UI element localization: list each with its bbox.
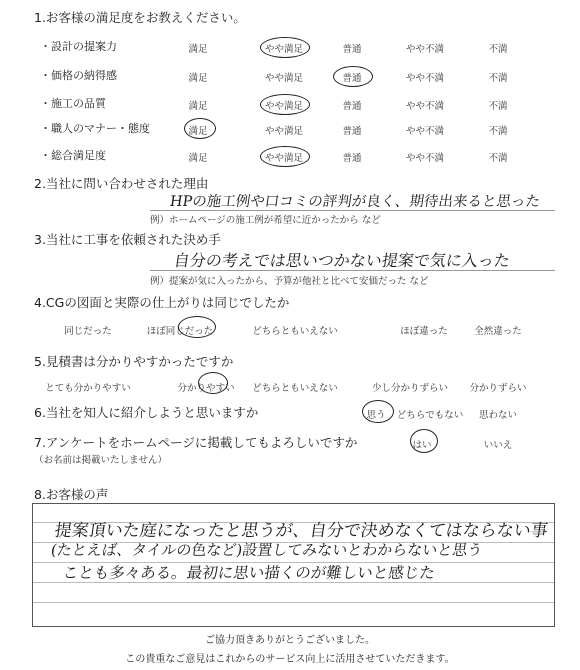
q1-row4-opt-2[interactable]: やや満足: [264, 126, 303, 137]
selection-circle: [198, 372, 228, 394]
q1-row5-opt-3[interactable]: 普通: [342, 153, 362, 164]
q8-comment-line: 提案頂いた庭になったと思うが、自分で決めなくてはならない事: [53, 521, 550, 541]
q6-option[interactable]: 思わない: [478, 410, 517, 421]
ruled-line: [33, 602, 554, 603]
q1-row4-opt-4[interactable]: やや不満: [405, 126, 444, 137]
q1-row5-opt-4[interactable]: やや不満: [405, 153, 444, 164]
q1-row3-opt-2[interactable]: やや満足: [264, 101, 303, 112]
q1-row1-opt-2[interactable]: やや満足: [264, 44, 303, 55]
q1-row4-opt-1[interactable]: 満足: [188, 126, 208, 137]
q4-option[interactable]: ほぼ同じだった: [146, 326, 214, 337]
q1-row1-opt-5[interactable]: 不満: [488, 44, 508, 55]
q1-row3-opt-4[interactable]: やや不満: [405, 101, 444, 112]
q3-answer-line: [150, 270, 555, 271]
q4-option[interactable]: 同じだった: [64, 326, 112, 337]
q7-title: 7.アンケートをホームページに掲載してもよろしいですか: [34, 435, 358, 450]
q8-title: 8.お客様の声: [34, 487, 109, 502]
q1-title: 1.お客様の満足度をお教えください。: [34, 10, 246, 25]
q1-row-label: ・価格の納得感: [40, 69, 117, 82]
q2-title: 2.当社に問い合わせされた理由: [34, 176, 209, 191]
selection-circle: [410, 429, 438, 453]
q1-row3-opt-3[interactable]: 普通: [342, 101, 362, 112]
q1-row5-opt-2[interactable]: やや満足: [264, 153, 303, 164]
q1-row-label: ・設計の提案力: [40, 40, 117, 53]
q1-row2-opt-4[interactable]: やや不満: [405, 73, 444, 84]
q4-option[interactable]: ほぼ違った: [400, 326, 448, 337]
q1-row2-opt-5[interactable]: 不満: [488, 73, 508, 84]
q6-option[interactable]: どちらでもない: [396, 410, 464, 421]
q7-note: （お名前は掲載いたしません）: [34, 455, 168, 466]
q5-option[interactable]: どちらともいえない: [252, 383, 338, 394]
q1-row5-opt-5[interactable]: 不満: [488, 153, 508, 164]
q5-option[interactable]: とても分かりやすい: [45, 383, 131, 394]
selection-circle: [362, 400, 394, 423]
q8-comment-line: ことも多々ある。最初に思い描くのが難しいと感じた: [61, 564, 437, 582]
q2-answer[interactable]: HPの施工例や口コミの評判が良く、期待出来ると思った: [168, 194, 542, 210]
q6-title: 6.当社を知人に紹介しようと思いますか: [34, 405, 259, 420]
q1-row5-opt-1[interactable]: 満足: [188, 153, 208, 164]
q5-option[interactable]: 分かりやすい: [177, 383, 235, 394]
q7-option[interactable]: はい: [412, 440, 432, 451]
q3-title: 3.当社に工事を依頼された決め手: [34, 232, 221, 247]
q1-row3-opt-1[interactable]: 満足: [188, 101, 208, 112]
q1-row1-opt-3[interactable]: 普通: [342, 44, 362, 55]
selection-circle: [333, 66, 373, 87]
selection-circle: [178, 316, 216, 338]
selection-circle: [260, 94, 310, 115]
q1-row-label: ・職人のマナー・態度: [40, 122, 150, 135]
q1-row2-opt-3[interactable]: 普通: [342, 73, 362, 84]
q7-option[interactable]: いいえ: [483, 440, 513, 451]
q1-row3-opt-5[interactable]: 不満: [488, 101, 508, 112]
q5-option[interactable]: 少し分かりずらい: [371, 383, 448, 394]
q3-hint: 例）提案が気に入ったから、予算が他社と比べて安価だった など: [150, 276, 429, 287]
q5-option[interactable]: 分かりずらい: [469, 383, 527, 394]
q4-title: 4.CGの図面と実際の仕上がりは同じでしたか: [34, 295, 290, 310]
q1-row-label: ・施工の品質: [40, 97, 106, 110]
q1-row2-opt-1[interactable]: 満足: [188, 73, 208, 84]
q6-option[interactable]: 思う: [366, 410, 386, 421]
selection-circle: [260, 37, 310, 58]
q8-comment-line: (たとえば、タイルの色など)設置してみないとわからないと思う: [49, 541, 484, 559]
q1-row1-opt-4[interactable]: やや不満: [405, 44, 444, 55]
q1-row1-opt-1[interactable]: 満足: [188, 44, 208, 55]
q5-title: 5.見積書は分かりやすかったですか: [34, 354, 234, 369]
q1-row4-opt-5[interactable]: 不満: [488, 126, 508, 137]
q3-answer[interactable]: 自分の考えでは思いつかない提案で気に入った: [172, 251, 512, 270]
q4-option[interactable]: 全然違った: [474, 326, 522, 337]
q1-row-label: ・総合満足度: [40, 149, 106, 162]
q2-answer-line: [150, 210, 555, 211]
q1-row2-opt-2[interactable]: やや満足: [264, 73, 303, 84]
q4-option[interactable]: どちらともいえない: [252, 326, 338, 337]
selection-circle: [184, 118, 216, 139]
q2-hint: 例）ホームページの施工例が希望に近かったから など: [150, 215, 381, 226]
q8-comment-box[interactable]: [32, 503, 555, 627]
footer-usage: この貴重なご意見はこれからのサービス向上に活用させていただきます。: [125, 654, 455, 665]
q1-row4-opt-3[interactable]: 普通: [342, 126, 362, 137]
footer-thanks: ご協力頂きありがとうございました。: [205, 635, 375, 646]
selection-circle: [260, 146, 310, 167]
